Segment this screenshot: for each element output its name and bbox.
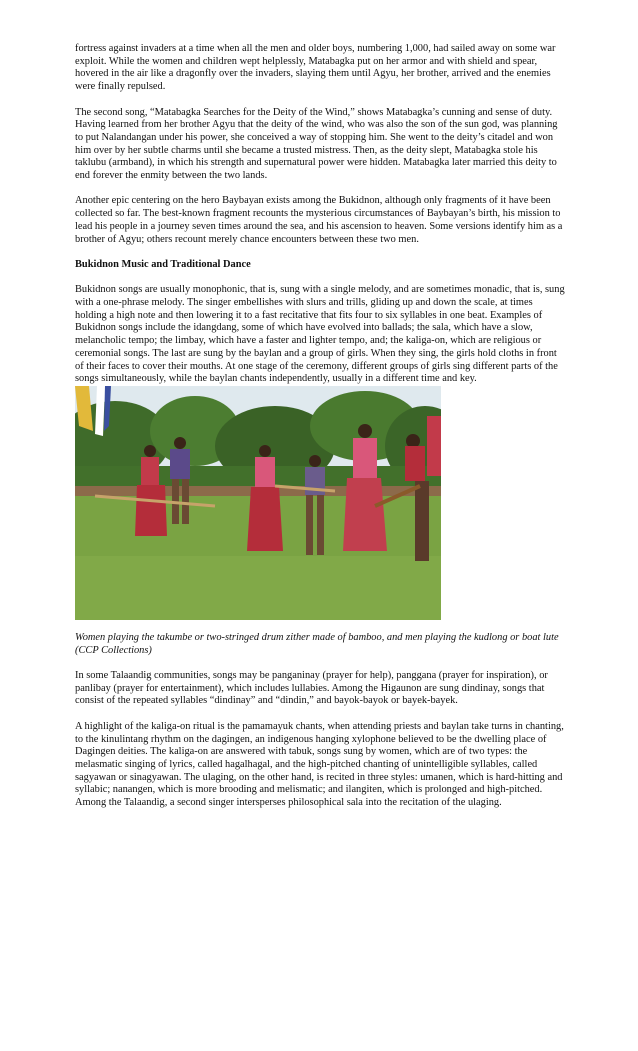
paragraph-kaliga-on-ritual: A highlight of the kaliga-on ritual is the pamamayuk chants, when attending priests and baylan take turns in chanting, to the kinulintang rhythm on the dagingen, an indigenous hanging xylophone believed to be the dwelling place of Dagingen deities. The kaliga-on are answered with tabuk, songs sung by women, which are of two types: the melasmatic singing of lyrics, called hagalhagal, and the high-pitched chanting of unintelligible syllables, called sagyawan or sinagyawan. The ulaging, on the other hand, is recited in three styles: umanen, which is hard-hitting and syllabic; nanangen, which is more brooding and melismatic; and ilangiten, which is prolonged and high-pitched. Among the Talaandig, a second singer intersperses philosophical sala into the recitation of the ulaging. — [75, 720, 564, 809]
dance-photo — [75, 386, 441, 620]
paragraph-bukidnon-songs: Bukidnon songs are usually monophonic, that is, sung with a single melody, and are sometimes monadic, that is, sung with a one-phrase melody. The singer embellishes with slurs and trills, gliding up and down the scale, at times holding a high note and then lowering it to a fast recitative that fits four to six syllables in one beat. Examples of Bukidnon songs include the idangdang, some of which have evolved into ballads; the sala, which have a slow, melancholic tempo; the limbay, which have a faster and lighter tempo, and; the kaliga-on, which are religious or ceremonial songs. The last are sung by the baylan and a group of girls. When they sing, the girls hold cloths in front of their faces to cover their mouths. At one stage of the ceremony, different groups of girls sing different parts of the songs simultaneously, while the baylan chants independently, usually in a different time and key. — [75, 284, 565, 385]
paragraph-matabagka-fortress: fortress against invaders at a time when all the men and older boys, numbering 1,000, had sailed away on some war exploit. While the women and children wept helplessly, Matabagka put on her armor and with shield and spear, hovered in the air like a dragonfly over the invaders, slaying them until Agyu, her brother, arrived and the enemies were finally repulsed. — [75, 43, 556, 93]
section-heading: Bukidnon Music and Traditional Dance — [75, 258, 251, 270]
paragraph-talaandig-songs: In some Talaandig communities, songs may be panganinay (prayer for help), panggana (prayer for inspiration), or panlibay (prayer for entertainment), which includes lullabies. Among the Higaunon are sung dindinay, songs that consist of the repeated syllables “dindinay” and “dindin,” and bayok-bayok or bayek-bayek. — [75, 670, 548, 707]
paragraph-baybayan-epic: Another epic centering on the hero Baybayan exists among the Bukidnon, although only fragments of it have been collected so far. The best-known fragment recounts the mysterious circumstances of Baybayan’s birth, his mission to lead his people in a journey seven times around the sea, and his ascension to heaven. Some versions identify him as a brother of Agyu; others recount merely chance encounters between these two men. — [75, 195, 563, 245]
paragraph-second-song: The second song, “Matabagka Searches for the Deity of the Wind,” shows Matabagka’s cunning and sense of duty. Having learned from her brother Agyu that the deity of the wind, who was also the son of the sun god, was planning to put Nalandangan under his power, she conceived a way of stopping him. She went to the deity’s citadel and won him over by her subtle charms until she became a trusted mistress. Then, as the deity slept, Matabagka stole his taklubu (armband), in which his strength and supernatural power were hidden. Matabagka later married this deity to end forever the enmity between the two lands. — [75, 106, 558, 182]
photo-caption: Women playing the takumbe or two-stringed drum zither made of bamboo, and men playing the kudlong or boat lute (CCP Collections) — [75, 631, 559, 656]
document-page — [75, 43, 565, 822]
